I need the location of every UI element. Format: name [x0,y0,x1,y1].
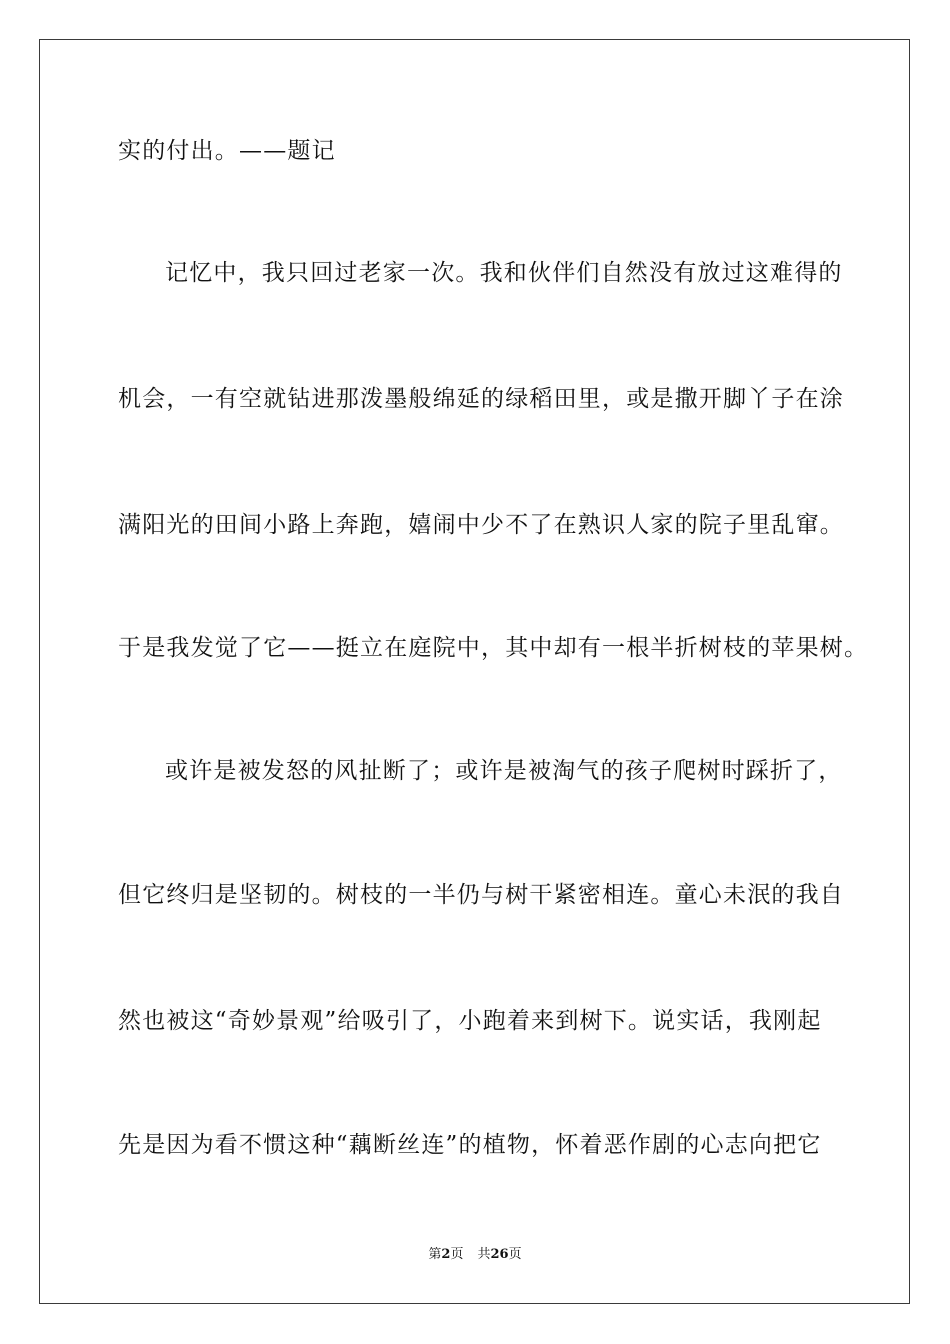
text-line-4: 满阳光的田间小路上奔跑，嬉闹中少不了在熟识人家的院子里乱窜。 [118,512,844,538]
footer-total-suffix: 页 [508,1247,522,1262]
text-line-1: 实的付出。——题记 [118,138,336,164]
text-line-5: 于是我发觉了它——挺立在庭院中，其中却有一根半折树枝的苹果树。 [118,635,869,661]
text-line-7: 但它终归是坚韧的。树枝的一半仍与树干紧密相连。童心未泯的我自 [118,882,844,908]
text-line-9: 先是因为看不惯这种“藕断丝连”的植物，怀着恶作剧的心志向把它 [118,1132,822,1158]
text-line-3: 机会，一有空就钻进那泼墨般绵延的绿稻田里，或是撒开脚丫子在涂 [118,386,844,412]
text-line-6: 或许是被发怒的风扯断了；或许是被淘气的孩子爬树时踩折了， [165,758,843,784]
text-line-2: 记忆中，我只回过老家一次。我和伙伴们自然没有放过这难得的 [165,260,843,286]
footer-total-pages: 26 [490,1247,509,1262]
page-footer [0,1246,950,1264]
page-border [39,39,910,1304]
text-line-8: 然也被这“奇妙景观”给吸引了，小跑着来到树下。说实话，我刚起 [118,1008,822,1034]
footer-total-prefix: 共 [477,1247,491,1262]
footer-page-prefix: 第 [428,1247,442,1262]
footer-page-suffix: 页 [450,1247,464,1262]
footer-page-number: 2 [441,1247,451,1262]
